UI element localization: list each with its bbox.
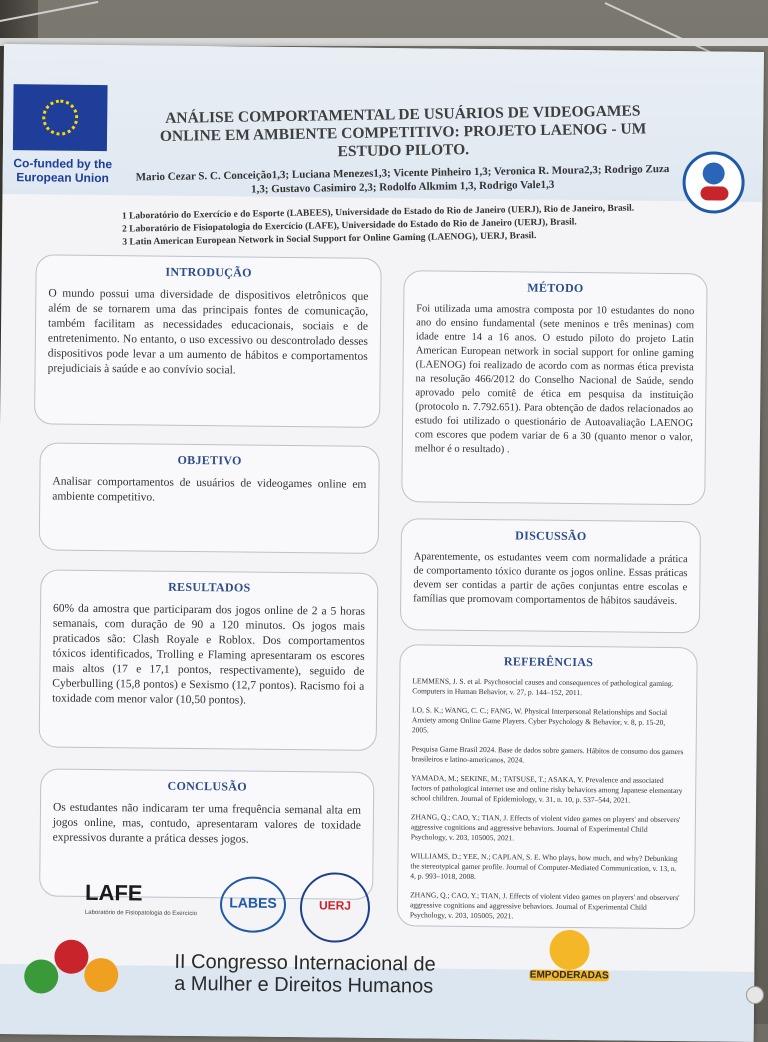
eu-caption: Co-funded by the European Union <box>13 156 113 186</box>
resultados-heading: RESULTADOS <box>168 579 251 595</box>
labes-logo: LABES <box>220 876 287 933</box>
uerj-logo: UERJ <box>300 872 371 943</box>
conclusao-text: Os estudantes não indicaram ter uma frequência semanal alta em jogos online, mas, contudo, apresentaram valores de toxidade expressivos durante a prática desses jogos. <box>52 801 362 846</box>
metodo-heading: MÉTODO <box>527 280 584 296</box>
lafe-logo: LAFE <box>84 879 143 906</box>
rod-end-knob <box>746 986 764 1004</box>
conference-line-2: a Mulher e Direitos Humanos <box>174 972 434 998</box>
reference-item: LO, S. K.; WANG, C. C.; FANG, W. Physical Interpersonal Relationships and Social Anxiety among Online Game Players. Cyber Psychology & Behavior, v. 8, p. 15-20, 2005. <box>411 705 668 735</box>
affiliation-3: 3 Latin American European Network in Social Support for Online Gaming (LAENOG), UERJ, Brasil. <box>122 231 537 248</box>
reference-item: LEMMENS, J. S. et al. Psychosocial causes and consequences of pathological gaming. Computers in Human Behavior, v. 27, p. 144–152, 2011. <box>412 676 674 698</box>
empoderadas-logo <box>529 930 610 1001</box>
metodo-box <box>401 270 707 505</box>
introducao-text: O mundo possui uma diversidade de dispositivos eletrônicos que além de se tornarem uma das principais fontes de comunicação, também facilitam as necessidades educacionais, sociais e de entretenimento. No entanto, o uso excessivo ou descontrolado desses dispositivos pode levar a um aumento de hábitos e comportamentos prejudiciais à saúde e ao convívio social. <box>47 287 369 377</box>
discussao-box <box>400 518 701 633</box>
introducao-box <box>34 254 382 428</box>
handprints-logo <box>24 939 135 1010</box>
lafe-logo-subtitle: Laboratório de Fisiopatologia do Exercício <box>84 909 198 918</box>
reference-item: ZHANG, Q.; CAO, Y.; TIAN, J. Effects of violent video games on players' and observers' aggressive cognitions and aggressive behaviors. Journal of Experimental Child Psychology, v. 203, 105005, 2021. <box>409 890 680 921</box>
discussao-heading: DISCUSSÃO <box>515 528 587 544</box>
eu-stars-icon <box>42 99 78 135</box>
objetivo-text: Analisar comportamentos de usuários de videogames online em ambiente competitivo. <box>52 475 367 504</box>
gamepad-icon <box>700 186 728 200</box>
conclusao-heading: CONCLUSÃO <box>167 778 247 794</box>
conference-name <box>174 951 436 998</box>
eu-flag-logo <box>13 84 108 151</box>
laenog-logo <box>682 151 745 214</box>
reference-item: Pesquisa Game Brasil 2024. Base de dados sobre gamers. Hábitos de consumo dos gamers brasileiros e latino-americanos, 2024. <box>411 744 684 765</box>
objetivo-box <box>39 442 380 554</box>
reference-item: WILLIAMS, D.; YEE, N.; CAPLAN, S. E. Who plays, how much, and why? Debunking the stereotypical gamer profile. Journal of Computer-Mediated Communication, v. 13, n. 4, p. 993–1018, 2008. <box>410 851 678 881</box>
handprint-icon <box>24 959 58 993</box>
referencias-box <box>397 644 698 929</box>
handprint-icon <box>84 958 118 992</box>
affiliation-1: 1 Laboratório do Exercício e do Esporte (LABEES), Universidade do Estado do Rio de Janeiro (UERJ), Rio de Janeiro, Brasil. <box>121 203 635 222</box>
conference-line-1: II Congresso Internacional de <box>174 950 436 976</box>
resultados-box <box>39 569 379 751</box>
handprint-icon <box>54 940 88 974</box>
metodo-text: Foi utilizada uma amostra composta por 10 estudantes do nono ano do ensino fundamental (sete meninos e três meninas) com idade entre 14 a 16 anos. O estudo piloto do projeto Latin American European network in social support for online gaming (LAENOG) foi realizado de acordo com as normas ética prevista na resolução 466/2012 do Conselho Nacional de Saúde, sendo aprovado pelo comitê de ética em pesquisa da instituição (protocolo n. 7.792.651). Para obtenção de dados relacionados ao estudo foi utilizado o questionário de Autoavaliação LAENOG com escores que podem variar de 6 a 30 (quanto menor o valor, melhor é o resultado) . <box>414 303 695 456</box>
affiliation-2: 2 Laboratório de Fisiopatologia do Exercício (LAFE), Universidade do Estado do Rio de Janeiro (UERJ), Brasil. <box>122 217 577 235</box>
resultados-text: 60% da amostra que participaram dos jogos online de 2 a 5 horas semanais, com duração de 90 a 120 minutos. Os jogos mais praticados são: Clash Royale e Roblox. Dos comportamentos tóxicos identificados, Trolling e Flaming apresentaram os escores mais altos (17 e 17,1 pontos, respectivamente), seguido de Cyberbulling (15,8 pontos) e Sexismo (12,7 pontos). Racismo foi a toxidade com menor valor (10,50 pontos). <box>52 602 366 707</box>
referencias-heading: REFERÊNCIAS <box>503 654 594 670</box>
poster <box>0 44 764 1042</box>
introducao-heading: INTRODUÇÃO <box>165 264 252 280</box>
globe-icon <box>703 162 725 184</box>
empoderadas-text: EMPODERADAS <box>529 969 609 982</box>
institution-logos <box>85 870 376 948</box>
woman-silhouette-icon <box>549 930 589 970</box>
reference-item: ZHANG, Q.; CAO, Y.; TIAN, J. Effects of violent video games on players' and observers' aggressive cognitions and aggressive behaviors. Journal of Experimental Child Psychology, v. 203, 105005, 2021. <box>410 812 681 843</box>
poster-affiliations <box>122 202 683 250</box>
poster-title: ANÁLISE COMPORTAMENTAL DE USUÁRIOS DE VIDEOGAMES ONLINE EM AMBIENTE COMPETITIVO: PROJETO LAENOG - UM ESTUDO PILOTO. <box>159 102 647 161</box>
reference-item: YAMADA, M.; SEKINE, M.; TATSUSE, T.; ASAKA, Y. Prevalence and associated factors of pathological internet use and online risky behaviors among Japanese elementary school children. Journal of Epidemiology, v. 31, n. 10, p. 537–544, 2021. <box>411 773 683 805</box>
discussao-text: Aparentemente, os estudantes veem com normalidade a prática de comportamento tóxico durante os jogos online. Essas práticas devem ser contidas a partir de ações conjuntas entre escolas e famílias que promovam comportamentos de hábitos saudáveis. <box>413 551 688 608</box>
poster-authors: Mario Cezar S. C. Conceição1,3; Luciana Menezes1,3; Vicente Pinheiro 1,3; Veronica R. Moura2,3; Rodrigo Zuza 1,3; Gustavo Casimiro 2,3; Rodolfo Alkmim 1,3, Rodrigo Vale1,3 <box>135 162 670 196</box>
objetivo-heading: OBJETIVO <box>177 452 242 468</box>
